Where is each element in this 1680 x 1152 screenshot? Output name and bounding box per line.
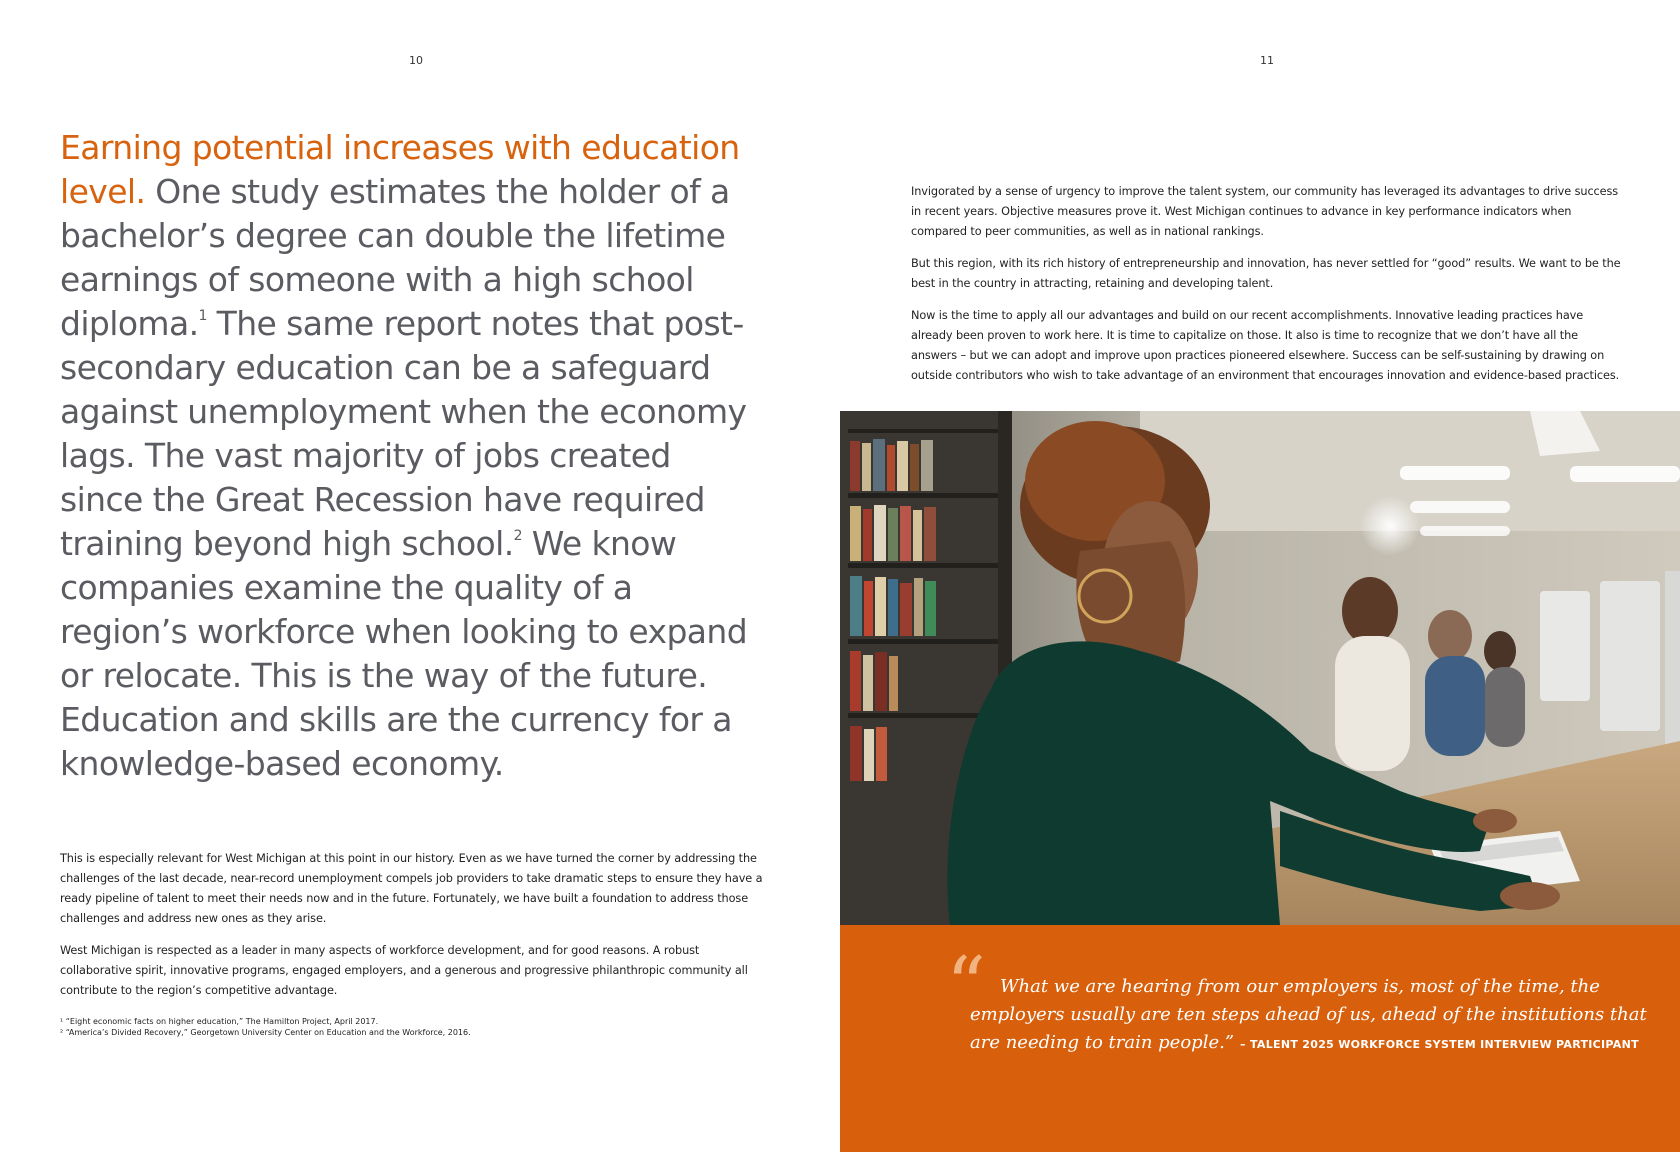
footnote-1: ¹ “Eight economic facts on higher education,” The Hamilton Project, April 2017. xyxy=(60,1017,379,1026)
lead-statement xyxy=(60,126,760,786)
footnote-2: ² “America’s Divided Recovery,” Georgetown University Center on Education and the Workforce, 2016. xyxy=(60,1028,471,1037)
quote-mark-icon: “ xyxy=(946,941,986,1031)
left-paragraph-1: This is especially relevant for West Michigan at this point in our history. Even as we have turned the corner by addressing the challenges of the last decade, near-record unemployment compels job providers to take dramatic steps to ensure they have a ready pipeline of talent to meet their needs now and in the future. Fortunately, we have built a foundation to address those challenges and address new ones as they arise. xyxy=(60,852,763,925)
right-paragraph-1: Invigorated by a sense of urgency to improve the talent system, our community has leveraged its advantages to drive success in recent years. Objective measures prove it. West Michigan continues to advance in key performance indicators when compared to peer communities, as well as in national rankings. xyxy=(911,185,1619,238)
library-computer-photo xyxy=(840,411,1680,925)
right-paragraph-3: Now is the time to apply all our advantages and build on our recent accomplishments. Innovative leading practices have already been proven to work here. It is time to capitalize on those. It also is time to recognize that we don’t have all the answers – but we can adopt and improve upon practices pioneered elsewhere. Success can be self-sustaining by drawing on outside contributors who wish to take advantage of an environment that encourages innovation and evidence-based practices. xyxy=(911,309,1620,382)
lead-text-part1: One study estimates the holder of a bachelor’s degree can double the lifetime earnings of someone with a high school diploma. xyxy=(60,172,730,343)
right-paragraph-2: But this region, with its rich history of entrepreneurship and innovation, has never settled for “good” results. We want to be the best in the country in attracting, retaining and developing talent. xyxy=(911,257,1621,290)
footnote-ref-2: 2 xyxy=(513,528,522,544)
quote-attribution: – TALENT 2025 WORKFORCE SYSTEM INTERVIEW PARTICIPANT xyxy=(1240,1038,1639,1051)
lead-text-part3: We know companies examine the quality of a region’s workforce when looking to expand or relocate. This is the way of the future. Education and skills are the currency for a knowledge-based economy. xyxy=(60,524,748,783)
page-number-right: 11 xyxy=(1260,54,1274,67)
pull-quote xyxy=(840,925,1680,1152)
lead-highlight: Earning potential increases with education level. xyxy=(60,128,740,211)
quote-text xyxy=(970,973,1650,1059)
lead-text-part2: The same report notes that post-secondary education can be a safeguard against unemployment when the economy lags. The vast majority of jobs created since the Great Recession have required training beyond high school. xyxy=(60,304,747,563)
page-number-left: 10 xyxy=(409,54,423,67)
left-paragraph-2: West Michigan is respected as a leader in many aspects of workforce development, and for good reasons. A robust collaborative spirit, innovative programs, engaged employers, and a generous and progressive philanthropic community all contribute to the region’s competitive advantage. xyxy=(60,944,748,997)
quote-body: What we are hearing from our employers is, most of the time, the employers usually are ten steps ahead of us, ahead of the institutions that are needing to train people.” xyxy=(970,976,1647,1053)
footnotes xyxy=(60,1016,770,1038)
footnote-ref-1: 1 xyxy=(198,308,207,324)
photo-illustration xyxy=(840,411,1680,925)
